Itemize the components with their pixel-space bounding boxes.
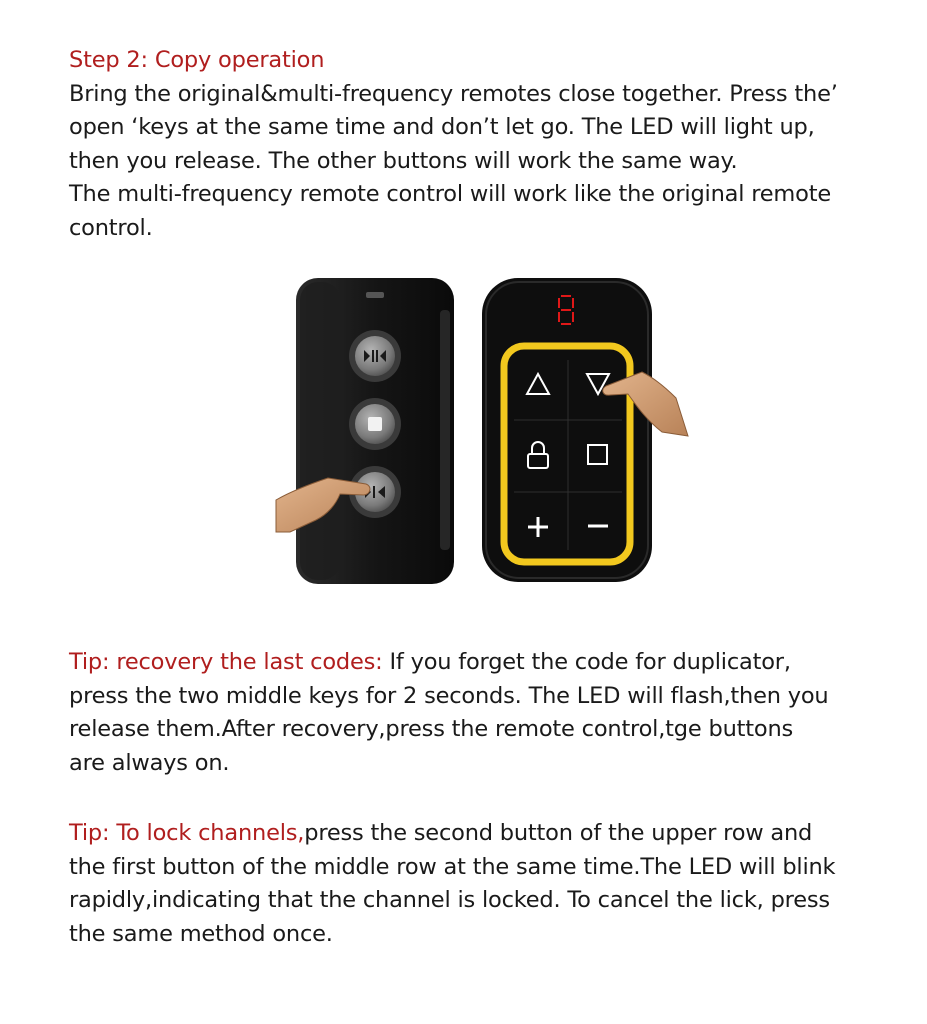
tip-recovery-line-4: are always on. (69, 749, 230, 776)
tip-lock-line-2: the first button of the middle row at the same time.The LED will blink (69, 853, 836, 880)
stop-button[interactable] (349, 398, 401, 450)
step-section (69, 44, 889, 245)
pause-button[interactable] (349, 330, 401, 382)
tip-lock-line-3: rapidly,indicating that the channel is locked. To cancel the lick, press (69, 887, 830, 913)
tip-recovery-section (69, 646, 889, 780)
tip-lock-line-4: the same method once. (69, 920, 333, 947)
tip-recovery-line-3: release them.After recovery,press the remote control,tge buttons (69, 716, 794, 742)
tip-lock-label: Tip: To lock channels, (69, 820, 305, 846)
step-line-5: control. (69, 214, 153, 241)
tip-lock-first-line (69, 817, 889, 851)
multi-frequency-remote (482, 278, 688, 582)
tip-recovery-first-line (69, 646, 889, 680)
stop-icon (368, 417, 382, 431)
tip-recovery-line-2: press the two middle keys for 2 seconds. The LED will flash,then you (69, 682, 829, 709)
step-line-1: Bring the original&multi-frequency remotes close together. Press the’ (69, 80, 838, 107)
step-line-2: open ‘keys at the same time and don’t let go. The LED will light up, (69, 114, 815, 140)
original-remote (276, 278, 454, 584)
tip-recovery-line-1: If you forget the code for duplicator, (382, 649, 791, 675)
step-heading: Step 2: Copy operation (69, 47, 325, 73)
tip-recovery-label: Tip: recovery the last codes: (69, 649, 383, 675)
tip-lock-line-1: press the second button of the upper row and (304, 820, 813, 846)
step-line-4: The multi-frequency remote control will work like the original remote (69, 181, 831, 207)
remotes-illustration (270, 270, 690, 590)
original-remote-led (366, 292, 384, 298)
tip-lock-section (69, 817, 889, 951)
step-line-3: then you release. The other buttons will work the same way. (69, 147, 738, 174)
